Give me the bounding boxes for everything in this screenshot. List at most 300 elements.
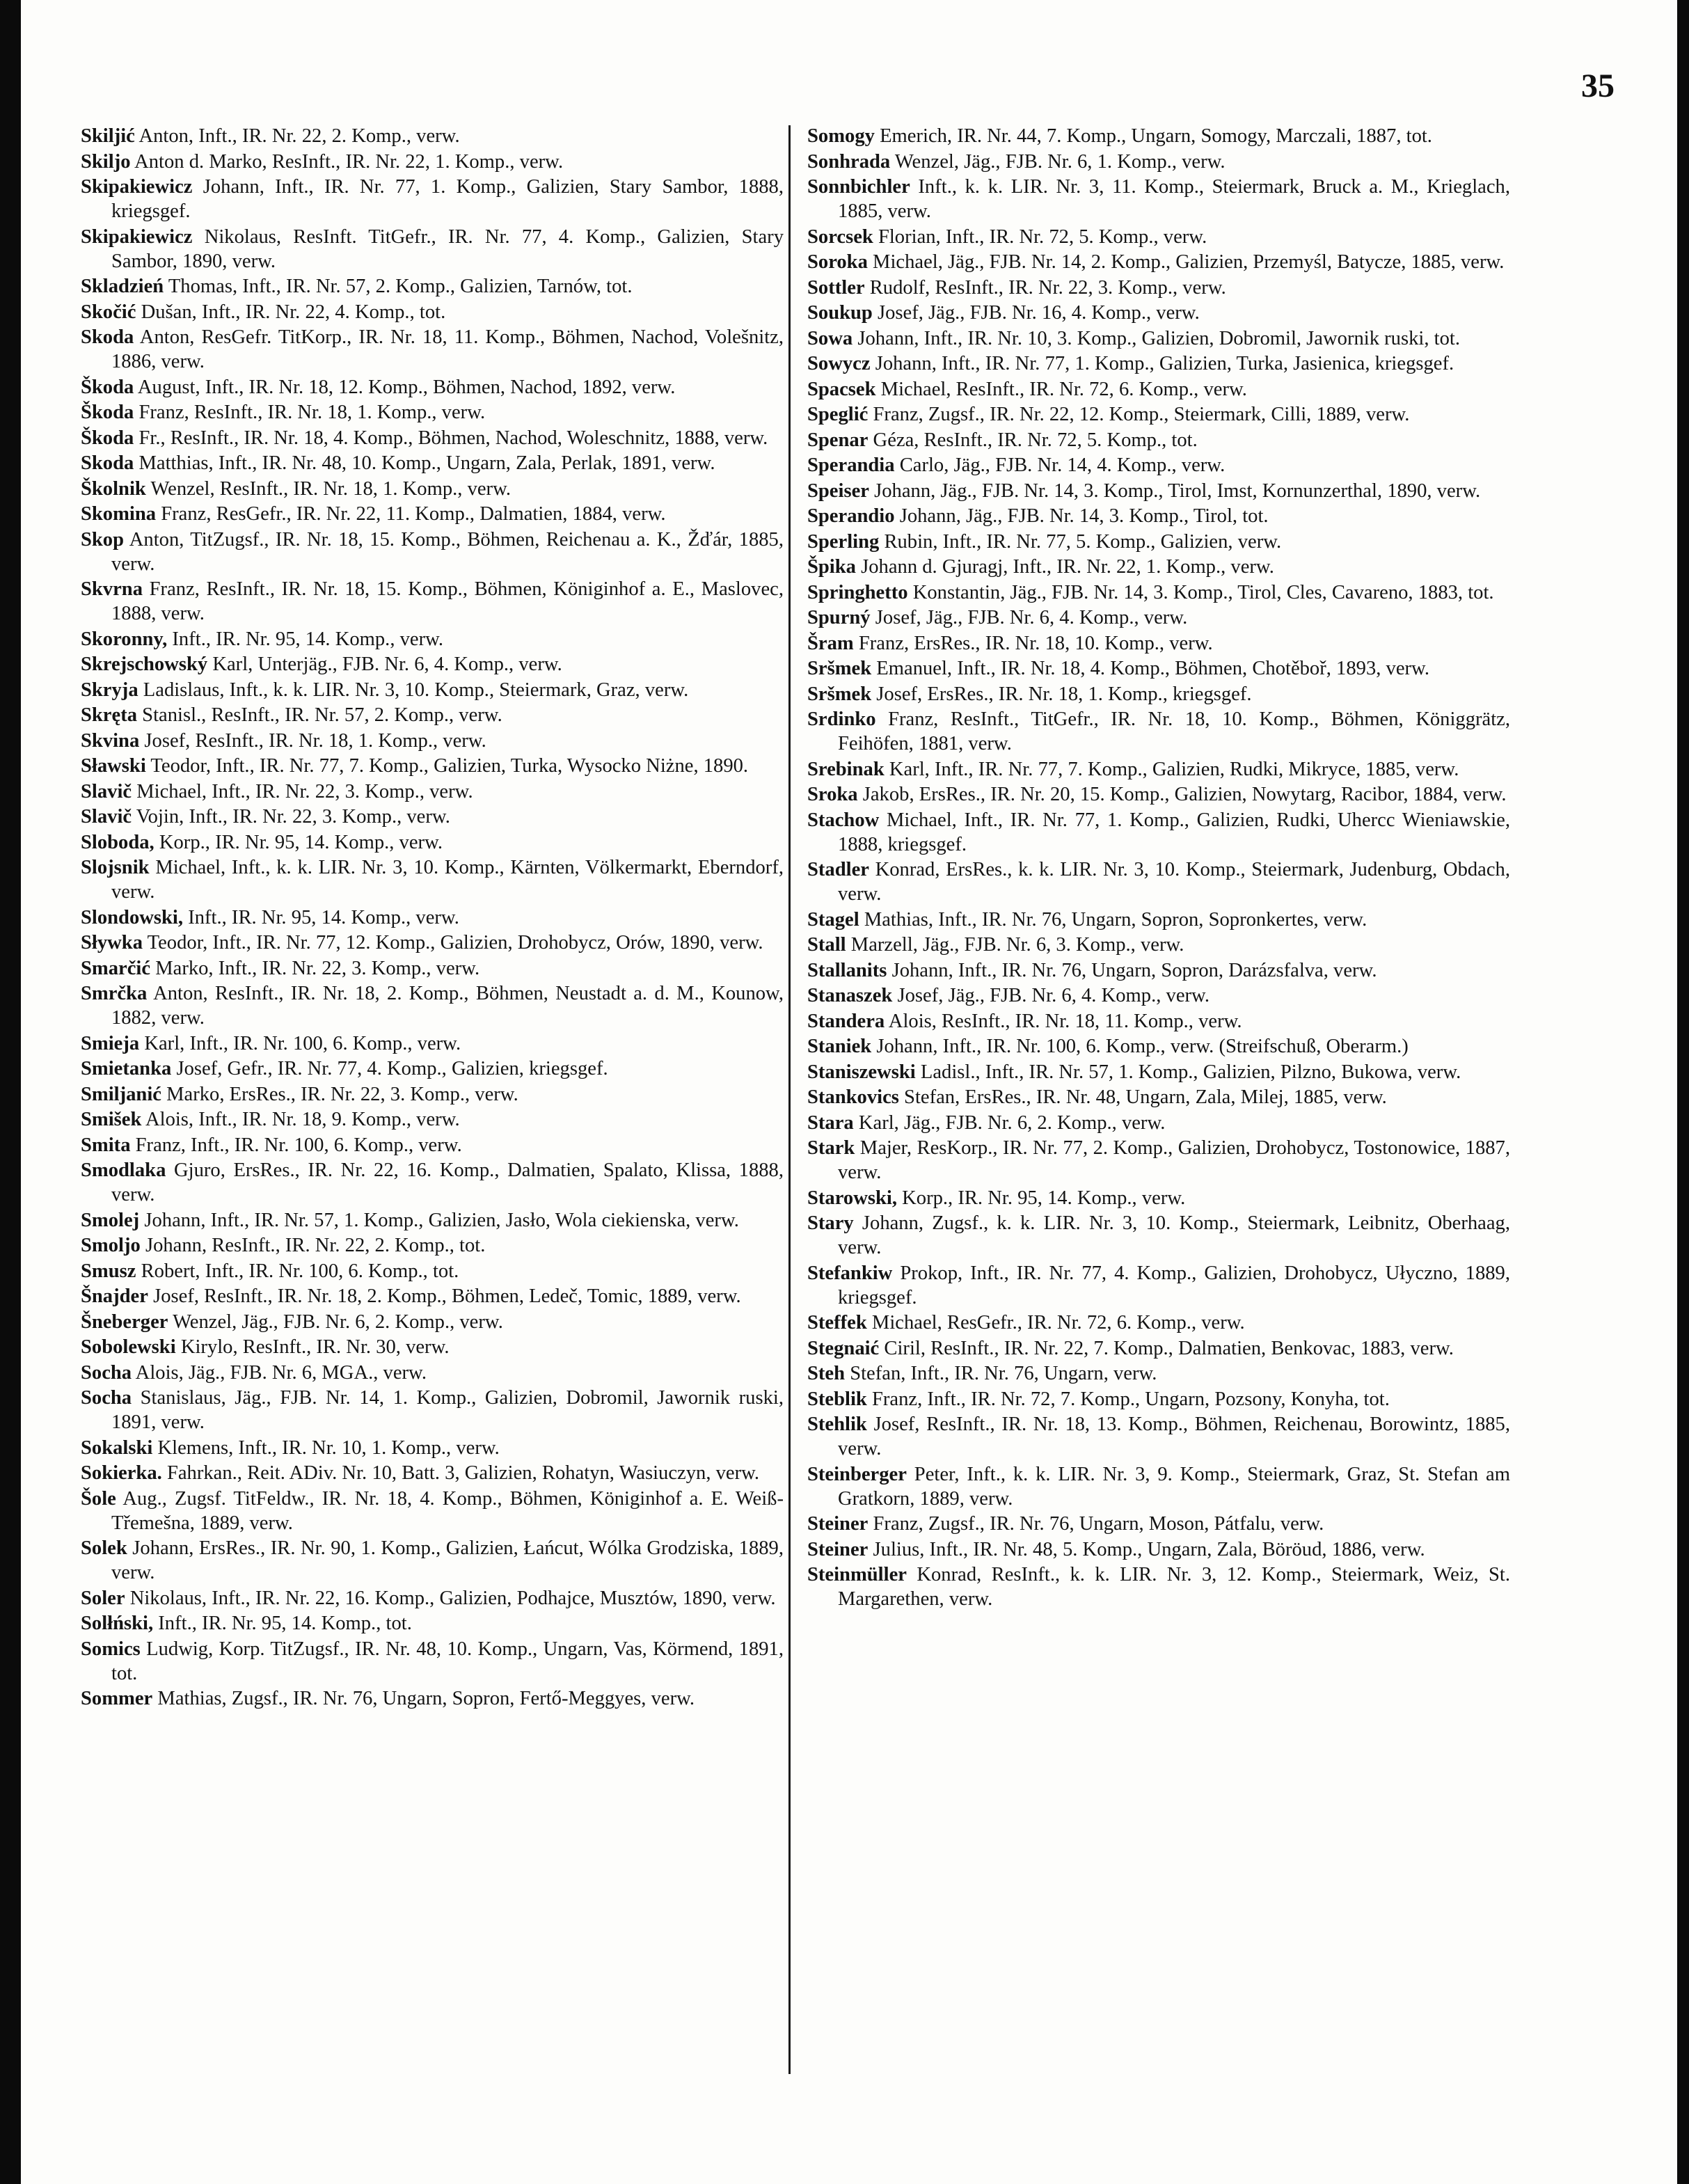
surname: Šram [807, 632, 854, 654]
entry-details: Peter, Inft., k. k. LIR. Nr. 3, 9. Komp., Steiermark, Graz, St. Stefan am Gratkorn, 1889, verw. [838, 1463, 1510, 1510]
casualty-entry [807, 276, 1510, 300]
entry-details: Franz, ResGefr., IR. Nr. 22, 11. Komp., Dalmatien, 1884, verw. [161, 503, 666, 525]
casualty-entry [807, 933, 1510, 957]
casualty-entry [807, 1186, 1510, 1210]
casualty-entry [81, 300, 784, 324]
surname: Skoda [81, 326, 134, 348]
entry-details: Anton, ResGefr. TitKorp., IR. Nr. 18, 11. Komp., Böhmen, Nachod, Volešnitz, 1886, verw. [111, 326, 784, 372]
entry-details: Matthias, Inft., IR. Nr. 48, 10. Komp., Ungarn, Zala, Perlak, 1891, verw. [138, 452, 715, 474]
casualty-entry [81, 375, 784, 399]
entry-details: Johann, Inft., IR. Nr. 76, Ungarn, Sopron, Darázsfalva, verw. [891, 959, 1377, 981]
surname: Špika [807, 556, 856, 578]
casualty-entry [81, 703, 784, 727]
casualty-entry [807, 983, 1510, 1008]
casualty-entry [81, 1361, 784, 1385]
surname: Sokierka. [81, 1462, 162, 1484]
surname: Spurný [807, 607, 871, 628]
casualty-entry [807, 555, 1510, 579]
surname: Smieja [81, 1032, 140, 1054]
surname: Stara [807, 1111, 854, 1134]
casualty-entry [807, 1336, 1510, 1361]
entry-details: Rubin, Inft., IR. Nr. 77, 5. Komp., Galizien, verw. [884, 530, 1282, 553]
entry-details: Emanuel, Inft., IR. Nr. 18, 4. Komp., Böhmen, Chotěboř, 1893, verw. [876, 658, 1429, 679]
surname: Srdinko [807, 709, 876, 730]
surname: Šole [81, 1487, 116, 1510]
casualty-entry [81, 1611, 784, 1636]
entry-details: Wenzel, Jäg., FJB. Nr. 6, 1. Komp., verw. [894, 150, 1226, 173]
casualty-entry [81, 325, 784, 374]
surname: Stagel [807, 908, 859, 931]
casualty-entry [81, 477, 784, 501]
casualty-entry [807, 124, 1510, 148]
surname: Sowycz [807, 353, 871, 374]
surname: Socha [81, 1361, 132, 1384]
casualty-entry [81, 175, 784, 223]
surname: Skoda [81, 452, 134, 474]
surname: Šnajder [81, 1285, 148, 1307]
surname: Slavič [81, 780, 132, 802]
entry-details: Johann, Jäg., FJB. Nr. 14, 3. Komp., Tirol, Imst, Kornunzerthal, 1890, verw. [874, 480, 1481, 502]
surname: Sływka [81, 932, 143, 953]
entry-details: Johann, Inft., IR. Nr. 57, 1. Komp., Galizien, Jasło, Wola ciekienska, verw. [144, 1209, 739, 1231]
surname: Smusz [81, 1260, 136, 1282]
entry-details: Johann, Inft., IR. Nr. 77, 1. Komp., Galizien, Turka, Jasienica, kriegsgef. [875, 353, 1454, 374]
surname: Skvrna [81, 578, 143, 600]
entry-details: Josef, Jäg., FJB. Nr. 6, 4. Komp., verw. [875, 607, 1188, 628]
entry-details: Franz, Inft., IR. Nr. 100, 6. Komp., verw. [135, 1134, 462, 1156]
surname: Steinberger [807, 1463, 907, 1485]
entry-details: Mathias, Zugsf., IR. Nr. 76, Ungarn, Sopron, Fertő-Meggyes, verw. [157, 1688, 695, 1709]
casualty-entry [81, 1686, 784, 1711]
entry-details: Johann, Jäg., FJB. Nr. 14, 3. Komp., Tirol, tot. [899, 505, 1269, 527]
surname: Sonnbichler [807, 176, 910, 198]
entry-details: Karl, Inft., IR. Nr. 77, 7. Komp., Galizien, Rudki, Mikryce, 1885, verw. [889, 758, 1459, 780]
surname: Soroka [807, 251, 868, 273]
entry-details: Karl, Unterjäg., FJB. Nr. 6, 4. Komp., verw. [212, 654, 562, 675]
surname: Školnik [81, 477, 146, 500]
surname: Stall [807, 934, 846, 956]
entry-details: Johann, Inft., IR. Nr. 100, 6. Komp., verw. (Streifschuß, Oberarm.) [876, 1036, 1409, 1057]
entry-details: Rudolf, ResInft., IR. Nr. 22, 3. Komp., verw. [869, 276, 1226, 299]
surname: Staniek [807, 1036, 872, 1057]
surname: Starowski, [807, 1187, 897, 1209]
casualty-entry [807, 682, 1510, 706]
entry-details: Johann, Inft., IR. Nr. 10, 3. Komp., Galizien, Dobromil, Jawornik ruski, tot. [857, 327, 1460, 349]
entry-details: Stanisl., ResInft., IR. Nr. 57, 2. Komp., verw. [142, 704, 502, 726]
entry-details: Korp., IR. Nr. 95, 14. Komp., verw. [902, 1187, 1186, 1209]
casualty-entry [81, 577, 784, 626]
casualty-entry [807, 707, 1510, 756]
surname: Skočić [81, 301, 136, 323]
casualty-entry [81, 780, 784, 804]
entry-details: Anton, TitZugsf., IR. Nr. 18, 15. Komp., Böhmen, Reichenau a. K., Žďár, 1885, verw. [111, 528, 784, 575]
left-column [81, 124, 784, 1712]
casualty-entry [81, 426, 784, 450]
entry-details: Wenzel, Jäg., FJB. Nr. 6, 2. Komp., verw. [173, 1311, 503, 1333]
casualty-entry [807, 1136, 1510, 1185]
surname: Skryja [81, 679, 138, 701]
surname: Slavič [81, 806, 132, 828]
casualty-entry [807, 808, 1510, 857]
casualty-entry [807, 428, 1510, 452]
entry-details: Fahrkan., Reit. ADiv. Nr. 10, Batt. 3, Galizien, Rohatyn, Wasiuczyn, verw. [166, 1462, 760, 1484]
casualty-entry [81, 1284, 784, 1308]
surname: Skiljić [81, 125, 135, 147]
surname: Somogy [807, 125, 875, 147]
casualty-entry [807, 351, 1510, 376]
casualty-entry [81, 1082, 784, 1107]
surname: Sonhrada [807, 150, 891, 173]
entry-details: Michael, Inft., IR. Nr. 22, 3. Komp., verw. [136, 780, 473, 802]
surname: Skipakiewicz [81, 176, 193, 198]
surname: Šneberger [81, 1311, 168, 1333]
entry-details: Konrad, ResInft., k. k. LIR. Nr. 3, 12. Komp., Steiermark, Weiz, St. Margarethen, verw. [838, 1564, 1510, 1610]
surname: Sperandio [807, 505, 895, 527]
surname: Smrčka [81, 983, 148, 1004]
surname: Skręta [81, 704, 138, 726]
surname: Solłński, [81, 1613, 154, 1634]
casualty-entry [807, 908, 1510, 932]
surname: Smietanka [81, 1058, 172, 1079]
casualty-entry [807, 1211, 1510, 1260]
casualty-entry [81, 1335, 784, 1359]
casualty-entry [807, 225, 1510, 249]
entry-details: Michael, Inft., IR. Nr. 77, 1. Komp., Galizien, Rudki, Uhercc Wieniawskie, 1888, kriegsgef. [838, 809, 1510, 855]
surname: Sottler [807, 276, 865, 299]
entry-details: Konrad, ErsRes., k. k. LIR. Nr. 3, 10. Komp., Steiermark, Judenburg, Obdach, verw. [838, 859, 1510, 905]
entry-details: Josef, ResInft., IR. Nr. 18, 2. Komp., Böhmen, Ledeč, Tomic, 1889, verw. [153, 1285, 741, 1307]
entry-details: Korp., IR. Nr. 95, 14. Komp., verw. [159, 831, 443, 853]
casualty-entry [807, 1462, 1510, 1511]
surname: Skipakiewicz [81, 225, 193, 248]
entry-details: Fr., ResInft., IR. Nr. 18, 4. Komp., Böhmen, Nachod, Woleschnitz, 1888, verw. [138, 427, 768, 449]
casualty-entry [81, 931, 784, 955]
surname: Smarčić [81, 957, 151, 979]
entry-details: Franz, Zugsf., IR. Nr. 76, Ungarn, Moson, Pátfalu, verw. [873, 1513, 1324, 1535]
entry-details: Teodor, Inft., IR. Nr. 77, 7. Komp., Galizien, Turka, Wysocko Niżne, 1890. [150, 755, 749, 777]
entry-details: Emerich, IR. Nr. 44, 7. Komp., Ungarn, Somogy, Marczali, 1887, tot. [880, 125, 1432, 147]
casualty-entry [807, 757, 1510, 782]
entry-details: Michael, Inft., k. k. LIR. Nr. 3, 10. Komp., Kärnten, Völkermarkt, Eberndorf, verw. [111, 857, 784, 903]
right-column [807, 124, 1510, 1613]
surname: Sommer [81, 1688, 153, 1709]
surname: Steffek [807, 1312, 867, 1334]
surname: Sršmek [807, 658, 872, 679]
entry-details: Géza, ResInft., IR. Nr. 72, 5. Komp., tot. [873, 429, 1198, 451]
surname: Stadler [807, 859, 869, 880]
entry-details: Josef, Jäg., FJB. Nr. 16, 4. Komp., verw. [877, 302, 1200, 324]
entry-details: Michael, Jäg., FJB. Nr. 14, 2. Komp., Galizien, Przemyśl, Batycze, 1885, verw. [873, 251, 1505, 273]
casualty-entry [807, 1412, 1510, 1461]
entry-details: Franz, ResInft., TitGefr., IR. Nr. 18, 10. Komp., Böhmen, Königgrätz, Feihöfen, 1881, verw. [838, 709, 1510, 754]
surname: Sršmek [807, 683, 872, 705]
surname: Skladzień [81, 276, 164, 297]
surname: Sloboda, [81, 831, 154, 853]
entry-details: Aug., Zugsf. TitFeldw., IR. Nr. 18, 4. Komp., Böhmen, Königinhof a. E. Weiß-Třemešna, 1889, verw. [111, 1487, 784, 1534]
surname: Soukup [807, 302, 873, 324]
surname: Smolej [81, 1209, 140, 1231]
surname: Stallanits [807, 959, 887, 981]
surname: Sroka [807, 784, 858, 805]
surname: Smišek [81, 1109, 142, 1130]
casualty-entry [81, 451, 784, 475]
casualty-entry [81, 652, 784, 676]
casualty-entry [81, 830, 784, 855]
surname: Sperandia [807, 454, 895, 476]
surname: Smita [81, 1134, 131, 1156]
surname: Steblik [807, 1388, 867, 1410]
entry-details: Teodor, Inft., IR. Nr. 77, 12. Komp., Galizien, Drohobycz, Orów, 1890, verw. [147, 932, 763, 953]
casualty-entry [807, 175, 1510, 223]
entry-details: Franz, ResInft., IR. Nr. 18, 15. Komp., Böhmen, Königinhof a. E., Maslovec, 1888, verw. [111, 578, 784, 624]
casualty-entry [807, 1361, 1510, 1386]
entry-details: Ludwig, Korp. TitZugsf., IR. Nr. 48, 10. Komp., Ungarn, Vas, Körmend, 1891, tot. [111, 1638, 784, 1684]
entry-details: Inft., k. k. LIR. Nr. 3, 11. Komp., Steiermark, Bruck a. M., Krieglach, 1885, verw. [838, 176, 1510, 222]
casualty-entry [807, 1261, 1510, 1310]
entry-details: Inft., IR. Nr. 95, 14. Komp., verw. [188, 906, 459, 928]
surname: Stehlik [807, 1414, 867, 1435]
surname: Škoda [81, 376, 134, 398]
casualty-entry [81, 805, 784, 829]
surname: Sowa [807, 327, 853, 349]
surname: Stanaszek [807, 985, 893, 1006]
entry-details: Wenzel, ResInft., IR. Nr. 18, 1. Komp., verw. [150, 477, 512, 500]
casualty-entry [81, 1057, 784, 1081]
surname: Steinmüller [807, 1564, 907, 1585]
casualty-entry [81, 124, 784, 148]
surname: Škoda [81, 427, 134, 449]
casualty-entry [807, 250, 1510, 274]
entry-details: Konstantin, Jäg., FJB. Nr. 14, 3. Komp., Tirol, Cles, Cavareno, 1883, tot. [912, 581, 1494, 603]
surname: Stegnaić [807, 1337, 880, 1359]
casualty-entry [81, 905, 784, 930]
entry-details: Inft., IR. Nr. 95, 14. Komp., tot. [158, 1613, 412, 1634]
surname: Steiner [807, 1538, 869, 1560]
surname: Sobolewski [81, 1336, 176, 1358]
surname: Staniszewski [807, 1061, 916, 1083]
entry-details: Anton d. Marko, ResInft., IR. Nr. 22, 1. Komp., verw. [134, 150, 564, 173]
page-number: 35 [1581, 68, 1615, 104]
casualty-entry [81, 1310, 784, 1334]
casualty-entry [81, 502, 784, 526]
casualty-entry [81, 1436, 784, 1460]
surname: Speiser [807, 480, 869, 502]
casualty-entry [81, 1461, 784, 1485]
surname: Smiljanić [81, 1083, 161, 1105]
casualty-entry [807, 453, 1510, 477]
casualty-entry [807, 580, 1510, 605]
entry-details: Florian, Inft., IR. Nr. 72, 5. Komp., verw. [878, 225, 1207, 248]
surname: Springhetto [807, 581, 908, 603]
casualty-entry [807, 326, 1510, 351]
entry-details: Robert, Inft., IR. Nr. 100, 6. Komp., tot. [141, 1260, 459, 1282]
surname: Skomina [81, 503, 157, 525]
entry-details: Marko, ErsRes., IR. Nr. 22, 3. Komp., verw. [166, 1083, 518, 1105]
surname: Soler [81, 1587, 125, 1609]
entry-details: Vojin, Inft., IR. Nr. 22, 3. Komp., verw. [136, 806, 450, 828]
entry-details: Nikolaus, Inft., IR. Nr. 22, 16. Komp., Galizien, Podhajce, Musztów, 1890, verw. [129, 1587, 776, 1609]
casualty-entry [807, 1060, 1510, 1084]
entry-details: Majer, ResKorp., IR. Nr. 77, 2. Komp., Galizien, Drohobycz, Tostonowice, 1887, verw. [838, 1137, 1510, 1183]
entry-details: August, Inft., IR. Nr. 18, 12. Komp., Böhmen, Nachod, 1892, verw. [137, 376, 676, 398]
casualty-entry [807, 301, 1510, 325]
entry-details: Johann, ErsRes., IR. Nr. 90, 1. Komp., Galizien, Łańcut, Wólka Grodziska, 1889, verw. [111, 1537, 784, 1583]
surname: Skiljo [81, 150, 131, 173]
entry-details: Johann, Inft., IR. Nr. 77, 1. Komp., Galizien, Stary Sambor, 1888, kriegsgef. [111, 176, 784, 222]
surname: Slojsnik [81, 857, 150, 878]
casualty-entry [807, 1009, 1510, 1034]
entry-details: Ladislaus, Inft., k. k. LIR. Nr. 3, 10. Komp., Steiermark, Graz, verw. [143, 679, 689, 701]
entry-details: Marzell, Jäg., FJB. Nr. 6, 3. Komp., verw. [850, 934, 1184, 956]
entry-details: Stefan, ErsRes., IR. Nr. 48, Ungarn, Zala, Milej, 1885, verw. [904, 1086, 1387, 1108]
surname: Standera [807, 1010, 885, 1032]
casualty-entry [807, 782, 1510, 807]
casualty-entry [807, 958, 1510, 983]
entry-details: Josef, Gefr., IR. Nr. 77, 4. Komp., Galizien, kriegsgef. [176, 1058, 608, 1079]
entry-details: Inft., IR. Nr. 95, 14. Komp., verw. [172, 628, 444, 650]
surname: Speglić [807, 404, 869, 425]
entry-details: Alois, Jäg., FJB. Nr. 6, MGA., verw. [135, 1361, 427, 1384]
surname: Škoda [81, 402, 134, 423]
entry-details: Stanislaus, Jäg., FJB. Nr. 14, 1. Komp., Galizien, Dobromil, Jawornik ruski, 1891, verw. [111, 1387, 784, 1433]
casualty-entry [807, 377, 1510, 402]
casualty-entry [81, 1031, 784, 1056]
entry-details: Mathias, Inft., IR. Nr. 76, Ungarn, Sopron, Sopronkertes, verw. [864, 908, 1367, 931]
entry-details: Anton, Inft., IR. Nr. 22, 2. Komp., verw. [138, 125, 460, 147]
casualty-entry [81, 1536, 784, 1585]
casualty-entry [807, 530, 1510, 554]
entry-details: Josef, ResInft., IR. Nr. 18, 1. Komp., verw. [144, 729, 486, 752]
casualty-entry [807, 656, 1510, 681]
surname: Somics [81, 1638, 141, 1660]
entry-details: Carlo, Jäg., FJB. Nr. 14, 4. Komp., verw. [899, 454, 1226, 476]
casualty-entry [81, 627, 784, 651]
casualty-entry [807, 150, 1510, 174]
entry-details: Karl, Inft., IR. Nr. 100, 6. Komp., verw. [144, 1032, 461, 1054]
entry-details: Ciril, ResInft., IR. Nr. 22, 7. Komp., Dalmatien, Benkovac, 1883, verw. [884, 1337, 1454, 1359]
casualty-entry [81, 678, 784, 702]
entry-details: Anton, ResInft., IR. Nr. 18, 2. Komp., Böhmen, Neustadt a. d. M., Kounow, 1882, verw. [111, 983, 784, 1029]
entry-details: Franz, Zugsf., IR. Nr. 22, 12. Komp., Steiermark, Cilli, 1889, verw. [873, 404, 1410, 425]
entry-details: Gjuro, ErsRes., IR. Nr. 22, 16. Komp., Dalmatien, Spalato, Klissa, 1888, verw. [111, 1160, 784, 1205]
entry-details: Franz, ResInft., IR. Nr. 18, 1. Komp., verw. [138, 402, 486, 423]
casualty-entry [81, 981, 784, 1030]
surname: Stankovics [807, 1086, 899, 1108]
surname: Sławski [81, 755, 146, 777]
surname: Skvina [81, 729, 140, 752]
surname: Skoronny, [81, 628, 168, 650]
entry-details: Stefan, Inft., IR. Nr. 76, Ungarn, verw. [850, 1363, 1157, 1384]
entry-details: Johann, ResInft., IR. Nr. 22, 2. Komp., tot. [145, 1235, 486, 1256]
casualty-entry [807, 606, 1510, 630]
surname: Smodlaka [81, 1160, 166, 1181]
casualty-entry [81, 1233, 784, 1258]
casualty-entry [81, 1487, 784, 1535]
casualty-entry [807, 1562, 1510, 1611]
entry-details: Karl, Jäg., FJB. Nr. 6, 2. Komp., verw. [858, 1111, 1166, 1134]
casualty-entry [807, 631, 1510, 656]
casualty-entry [81, 754, 784, 778]
entry-details: Marko, Inft., IR. Nr. 22, 3. Komp., verw. [155, 957, 480, 979]
casualty-entry [807, 1034, 1510, 1059]
casualty-entry [81, 1637, 784, 1686]
document-page [21, 0, 1677, 2184]
surname: Stark [807, 1137, 855, 1159]
casualty-entry [81, 225, 784, 274]
casualty-entry [807, 1311, 1510, 1335]
entry-details: Michael, ResGefr., IR. Nr. 72, 6. Komp., verw. [871, 1312, 1245, 1334]
entry-details: Josef, ErsRes., IR. Nr. 18, 1. Komp., kriegsgef. [876, 683, 1252, 705]
entry-details: Michael, ResInft., IR. Nr. 72, 6. Komp., verw. [880, 378, 1247, 400]
casualty-entry [807, 504, 1510, 528]
casualty-entry [81, 528, 784, 576]
casualty-entry [81, 1158, 784, 1207]
casualty-entry [807, 1085, 1510, 1109]
surname: Socha [81, 1387, 132, 1409]
surname: Skop [81, 528, 125, 551]
entry-details: Klemens, Inft., IR. Nr. 10, 1. Komp., verw. [157, 1437, 500, 1459]
casualty-entry [81, 956, 784, 981]
surname: Steiner [807, 1513, 869, 1535]
surname: Sorcsek [807, 225, 873, 248]
casualty-entry [807, 479, 1510, 503]
casualty-entry [81, 1107, 784, 1132]
surname: Stachow [807, 809, 880, 831]
casualty-entry [807, 1537, 1510, 1562]
casualty-entry [807, 1111, 1510, 1135]
entry-details: Dušan, Inft., IR. Nr. 22, 4. Komp., tot. [141, 301, 446, 323]
surname: Slondowski, [81, 906, 184, 928]
entry-details: Franz, Inft., IR. Nr. 72, 7. Komp., Ungarn, Pozsony, Konyha, tot. [871, 1388, 1390, 1410]
casualty-entry [807, 402, 1510, 427]
entry-details: Ladisl., Inft., IR. Nr. 57, 1. Komp., Galizien, Pilzno, Bukowa, verw. [920, 1061, 1461, 1083]
entry-details: Nikolaus, ResInft. TitGefr., IR. Nr. 77, 4. Komp., Galizien, Stary Sambor, 1890, verw. [111, 225, 784, 272]
entry-details: Franz, ErsRes., IR. Nr. 18, 10. Komp., verw. [858, 632, 1213, 654]
entry-details: Jakob, ErsRes., IR. Nr. 20, 15. Komp., Galizien, Nowytarg, Racibor, 1884, verw. [862, 784, 1507, 805]
surname: Steh [807, 1363, 846, 1384]
casualty-entry [81, 400, 784, 425]
entry-details: Thomas, Inft., IR. Nr. 57, 2. Komp., Galizien, Tarnów, tot. [168, 276, 633, 297]
casualty-entry [81, 1208, 784, 1233]
entry-details: Prokop, Inft., IR. Nr. 77, 4. Komp., Galizien, Drohobycz, Ułyczno, 1889, kriegsgef. [838, 1262, 1510, 1308]
casualty-entry [81, 1133, 784, 1157]
casualty-entry [81, 150, 784, 174]
column-divider [788, 125, 791, 2074]
surname: Stary [807, 1212, 854, 1234]
casualty-entry [81, 1386, 784, 1434]
casualty-entry [81, 1586, 784, 1611]
surname: Skrejschowský [81, 654, 208, 675]
surname: Sokalski [81, 1437, 153, 1459]
entry-details: Josef, Jäg., FJB. Nr. 6, 4. Komp., verw. [897, 985, 1210, 1006]
surname: Solek [81, 1537, 127, 1559]
casualty-entry [81, 1259, 784, 1283]
entry-details: Josef, ResInft., IR. Nr. 18, 13. Komp., Böhmen, Reichenau, Borowintz, 1885, verw. [838, 1414, 1510, 1459]
casualty-entry [81, 274, 784, 299]
entry-details: Alois, ResInft., IR. Nr. 18, 11. Komp., verw. [888, 1010, 1242, 1032]
casualty-entry [807, 1387, 1510, 1411]
entry-details: Johann, Zugsf., k. k. LIR. Nr. 3, 10. Komp., Steiermark, Leibnitz, Oberhaag, verw. [838, 1212, 1510, 1258]
surname: Spacsek [807, 378, 876, 400]
surname: Sperling [807, 530, 880, 553]
casualty-entry [81, 855, 784, 904]
entry-details: Johann d. Gjuragj, Inft., IR. Nr. 22, 1. Komp., verw. [861, 556, 1274, 578]
surname: Srebinak [807, 758, 885, 780]
casualty-entry [807, 857, 1510, 906]
casualty-entry [807, 1512, 1510, 1536]
entry-details: Alois, Inft., IR. Nr. 18, 9. Komp., verw. [145, 1109, 460, 1130]
surname: Stefankiw [807, 1262, 893, 1284]
